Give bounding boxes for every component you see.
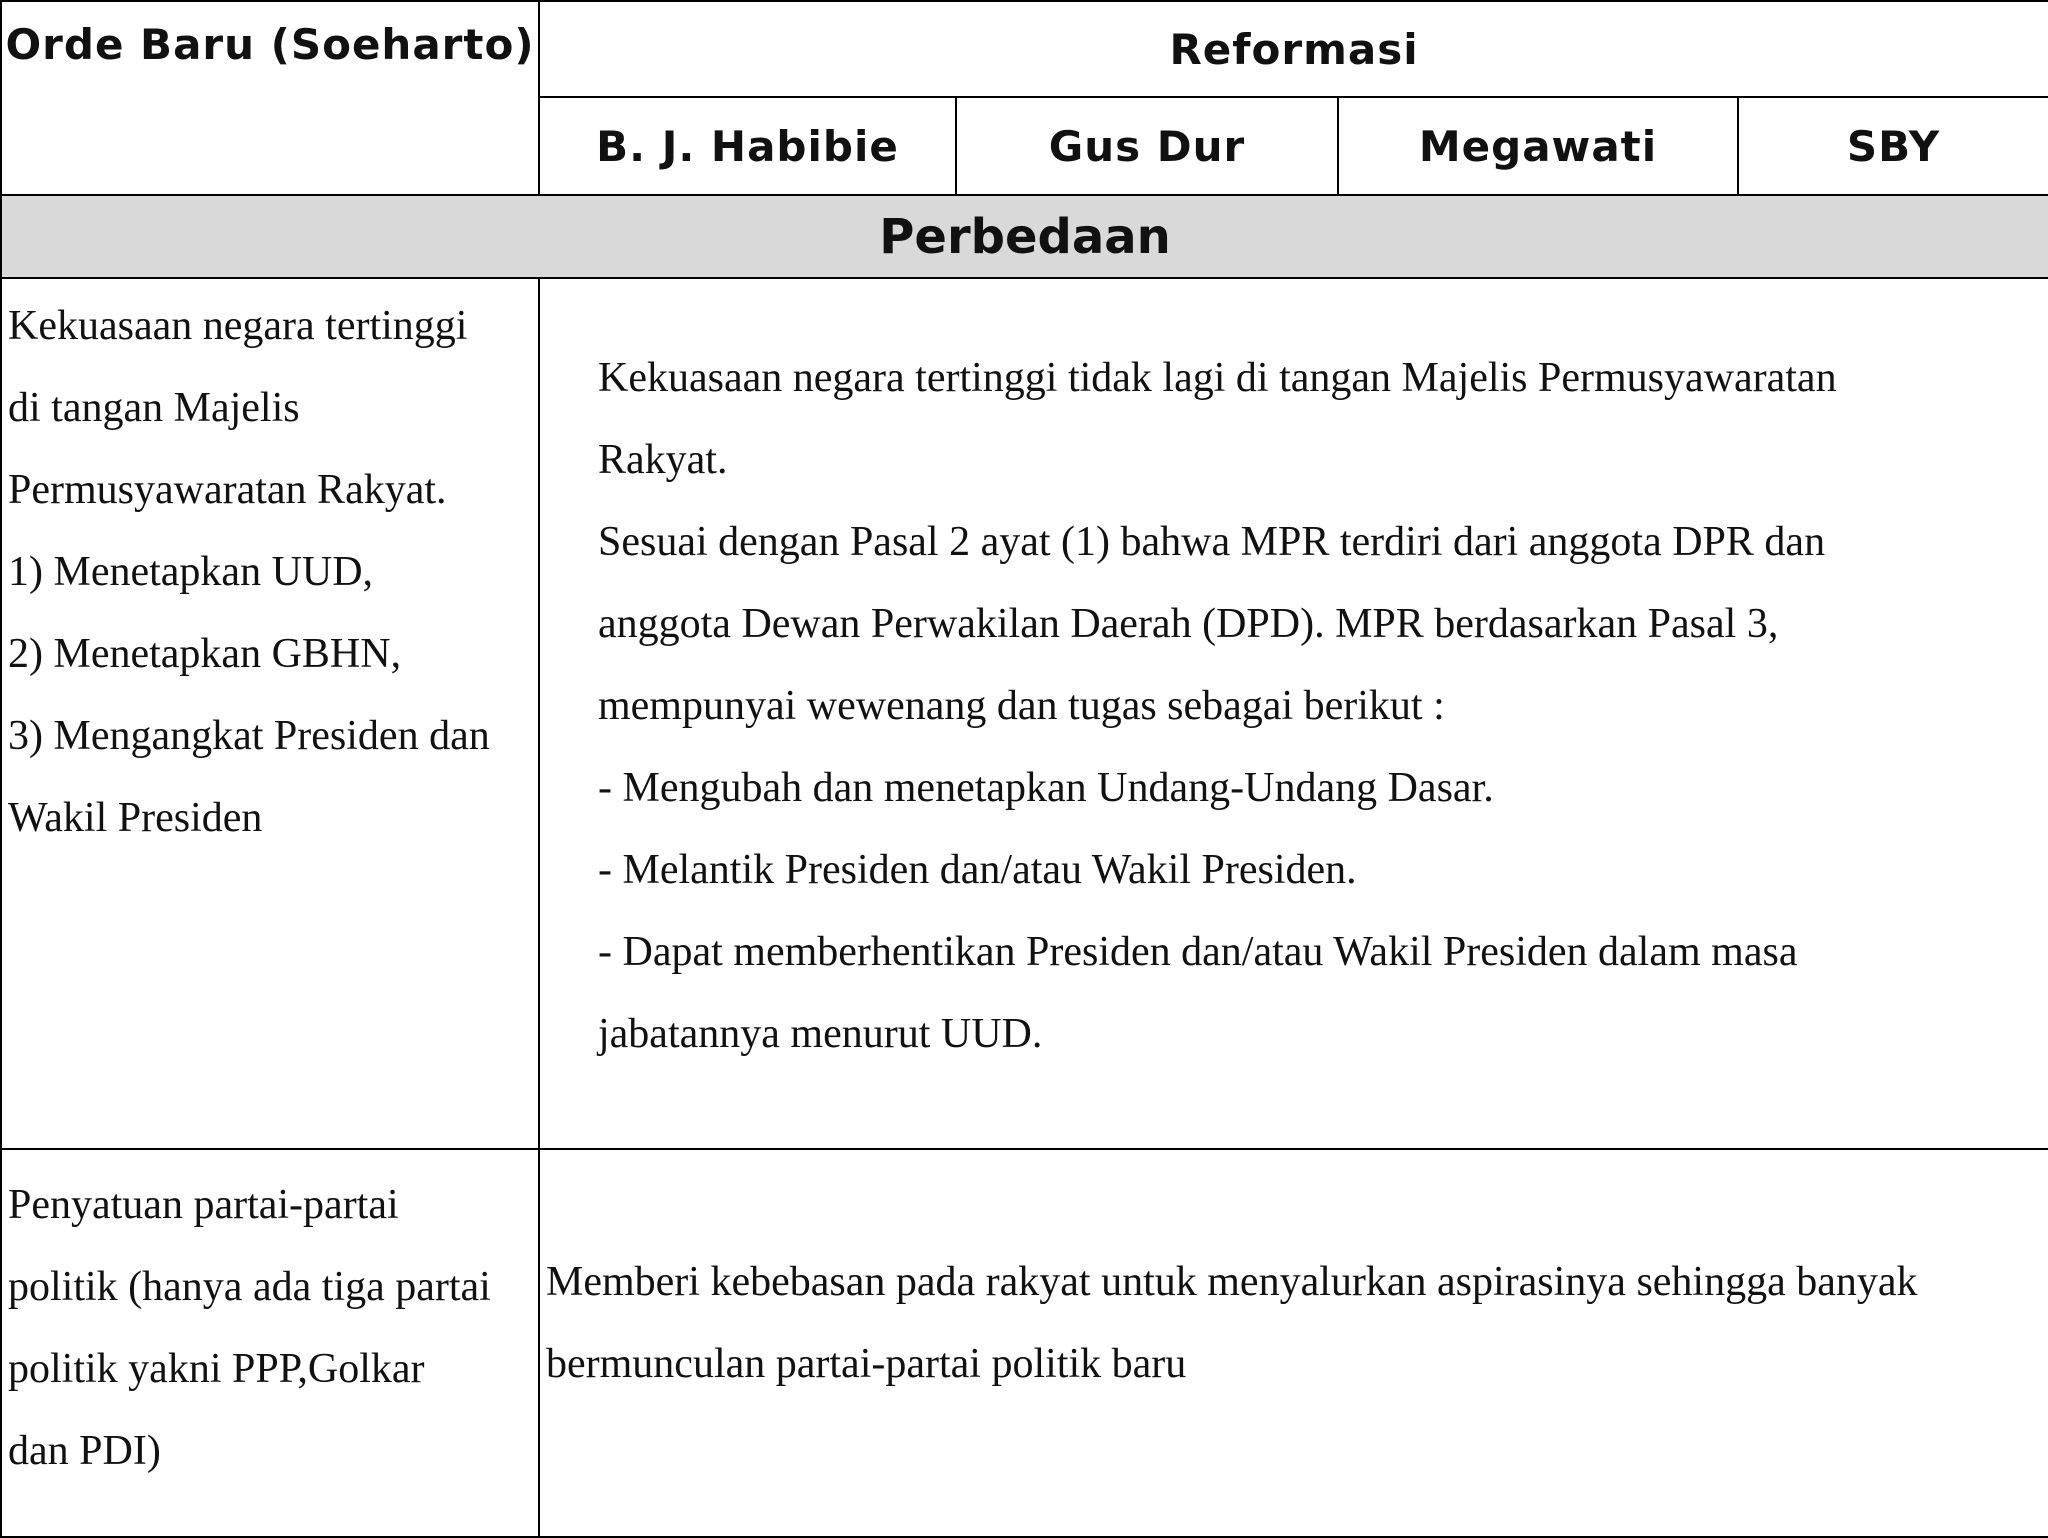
row1-right-line: Sesuai dengan Pasal 2 ayat (1) bahwa MPR terdiri dari anggota DPR dan	[598, 519, 1826, 565]
reformasi-header: Reformasi	[539, 1, 2048, 97]
row1-right-line: - Mengubah dan menetapkan Undang-Undang Dasar.	[598, 765, 1494, 811]
row1-right-line: mempunyai wewenang dan tugas sebagai berikut :	[598, 683, 1445, 729]
row2-reformasi-cell	[539, 1149, 2048, 1537]
row2-orde-baru-cell	[1, 1149, 539, 1537]
row1-right-line: Rakyat.	[598, 437, 728, 483]
president-megawati-header: Megawati	[1338, 97, 1738, 195]
row1-left-line: 3) Mengangkat Presiden dan	[8, 713, 490, 759]
row1-right-line: anggota Dewan Perwakilan Daerah (DPD). MPR berdasarkan Pasal 3,	[598, 601, 1779, 647]
row2-right-line: bermunculan partai-partai politik baru	[546, 1341, 1187, 1387]
row1-right-line: - Dapat memberhentikan Presiden dan/atau Wakil Presiden dalam masa	[598, 929, 1798, 975]
row2-left-line: politik yakni PPP,Golkar	[8, 1346, 425, 1392]
row1-left-line: 2) Menetapkan GBHN,	[8, 631, 402, 677]
row1-left-line: Wakil Presiden	[8, 795, 263, 841]
row1-orde-baru-cell	[1, 278, 539, 1149]
row2-left-line: Penyatuan partai-partai	[8, 1182, 399, 1228]
row1-right-line: Kekuasaan negara tertinggi tidak lagi di tangan Majelis Permusyawaratan	[598, 355, 1837, 401]
row1-left-line: Kekuasaan negara tertinggi	[8, 303, 468, 349]
president-sby-header: SBY	[1738, 97, 2048, 195]
row2-left-line: politik (hanya ada tiga partai	[8, 1264, 491, 1310]
row1-reformasi-cell	[539, 278, 2048, 1149]
row1-left-line: 1) Menetapkan UUD,	[8, 549, 374, 595]
section-title-perbedaan: Perbedaan	[1, 195, 2048, 278]
row1-left-line: di tangan Majelis	[8, 385, 300, 431]
president-habibie-header: B. J. Habibie	[539, 97, 956, 195]
row1-right-line: jabatannya menurut UUD.	[598, 1011, 1043, 1057]
row1-left-line: Permusyawaratan Rakyat.	[8, 467, 447, 513]
orde-baru-header: Orde Baru (Soeharto)	[1, 1, 539, 195]
row1-right-line: - Melantik Presiden dan/atau Wakil Presiden.	[598, 847, 1357, 893]
row2-left-line: dan PDI)	[8, 1428, 161, 1474]
president-gusdur-header: Gus Dur	[956, 97, 1338, 195]
row2-right-line: Memberi kebebasan pada rakyat untuk menyalurkan aspirasinya sehingga banyak	[546, 1259, 1918, 1305]
